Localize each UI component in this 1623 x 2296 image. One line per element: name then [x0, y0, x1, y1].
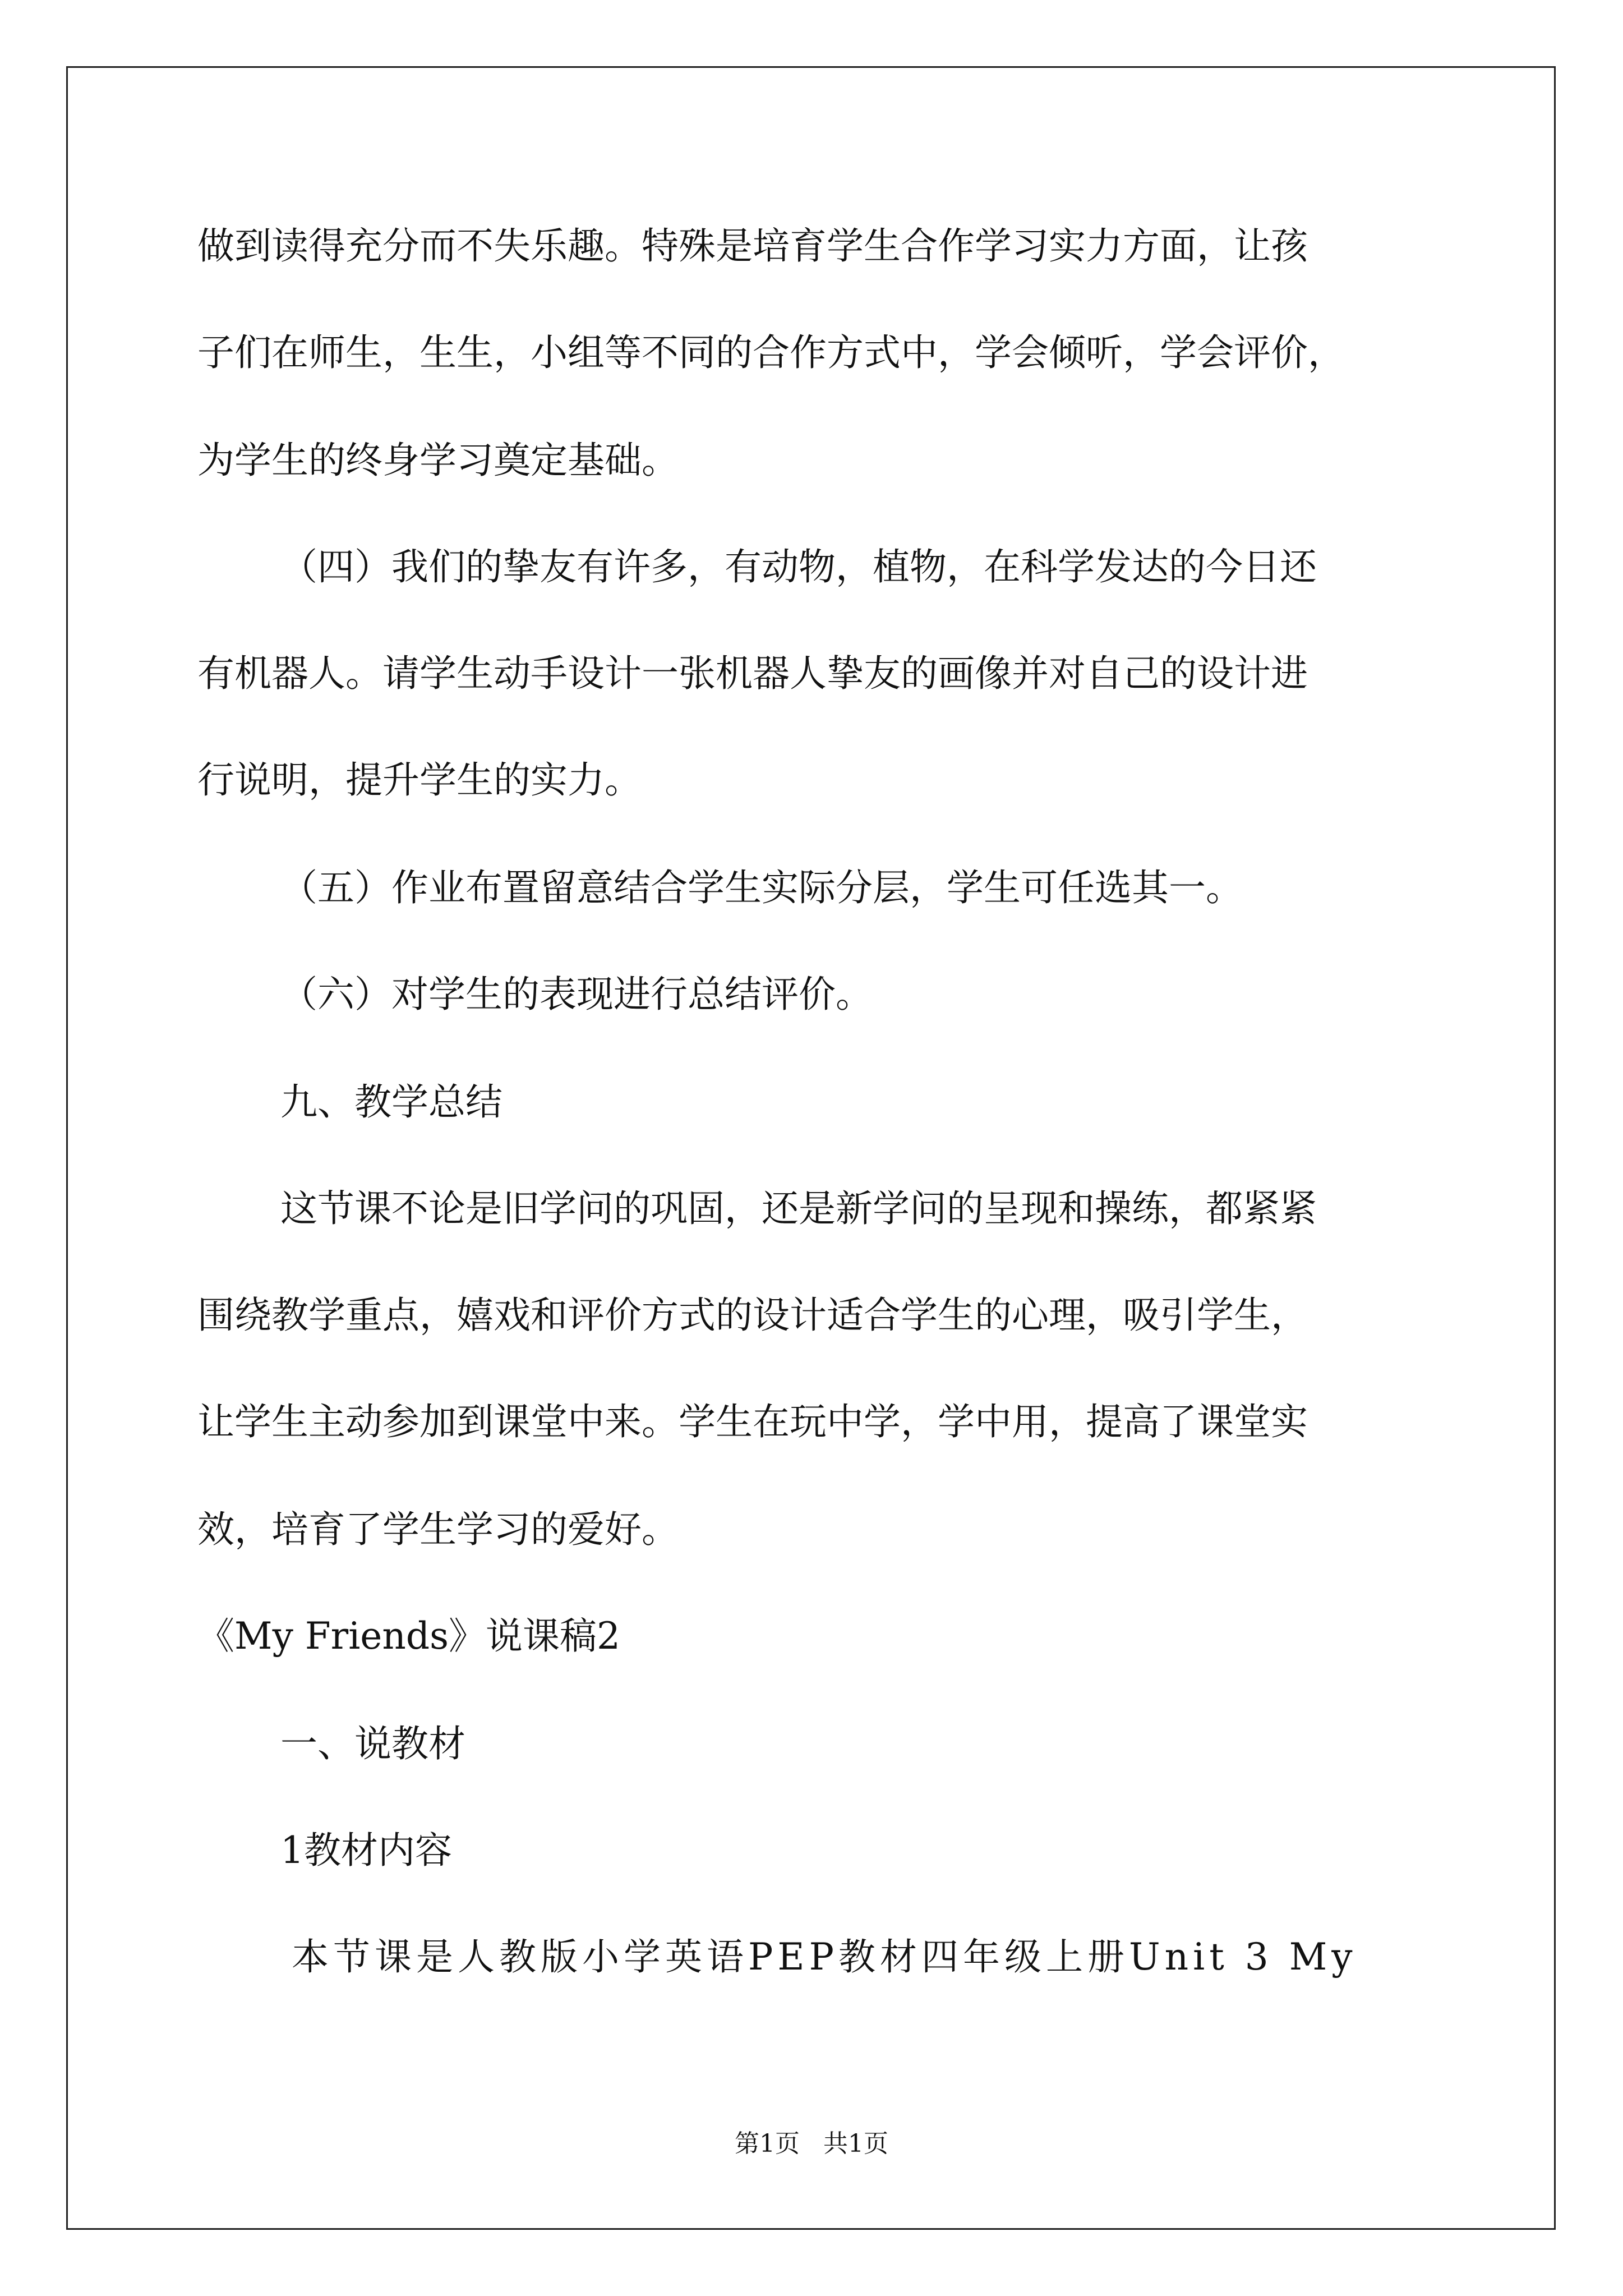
body-paragraph-line: 围绕教学重点，嬉戏和评价方式的设计适合学生的心理，吸引学生， [197, 1294, 1308, 1337]
section-heading: 九、教学总结 [280, 1080, 502, 1124]
body-paragraph-line: 行说明，提升学生的实力。 [197, 758, 642, 802]
body-paragraph-line: （六）对学生的表现进行总结评价。 [280, 973, 873, 1016]
body-paragraph-line: 子们在师生，生生，小组等不同的合作方式中，学会倾听，学会评价， [197, 331, 1345, 374]
body-paragraph-line: 为学生的终身学习奠定基础。 [197, 439, 679, 482]
page-footer: 第1页 共1页 [735, 2129, 888, 2158]
body-paragraph-line: 这节课不论是旧学问的巩固，还是新学问的呈现和操练，都紧紧 [280, 1187, 1317, 1230]
body-paragraph-line: 让学生主动参加到课堂中来。学生在玩中学，学中用，提高了课堂实 [197, 1400, 1308, 1443]
subsection-heading: 1教材内容 [280, 1829, 452, 1872]
body-paragraph-line: 有机器人。请学生动手设计一张机器人挚友的画像并对自己的设计进 [197, 652, 1308, 695]
body-paragraph-line: 效，培育了学生学习的爱好。 [197, 1508, 679, 1551]
document-title: 《My Friends》说课稿2 [197, 1614, 620, 1658]
page-border [66, 66, 1556, 2230]
body-paragraph-line: （四）我们的挚友有许多，有动物，植物，在科学发达的今日还 [280, 545, 1317, 588]
body-paragraph-line: 本节课是人教版小学英语PEP教材四年级上册Unit 3 My [292, 1935, 1357, 1978]
body-paragraph-line: （五）作业布置留意结合学生实际分层，学生可任选其一。 [280, 866, 1243, 909]
section-heading: 一、说教材 [280, 1722, 465, 1765]
body-paragraph-line: 做到读得充分而不失乐趣。特殊是培育学生合作学习实力方面，让孩 [197, 224, 1308, 268]
